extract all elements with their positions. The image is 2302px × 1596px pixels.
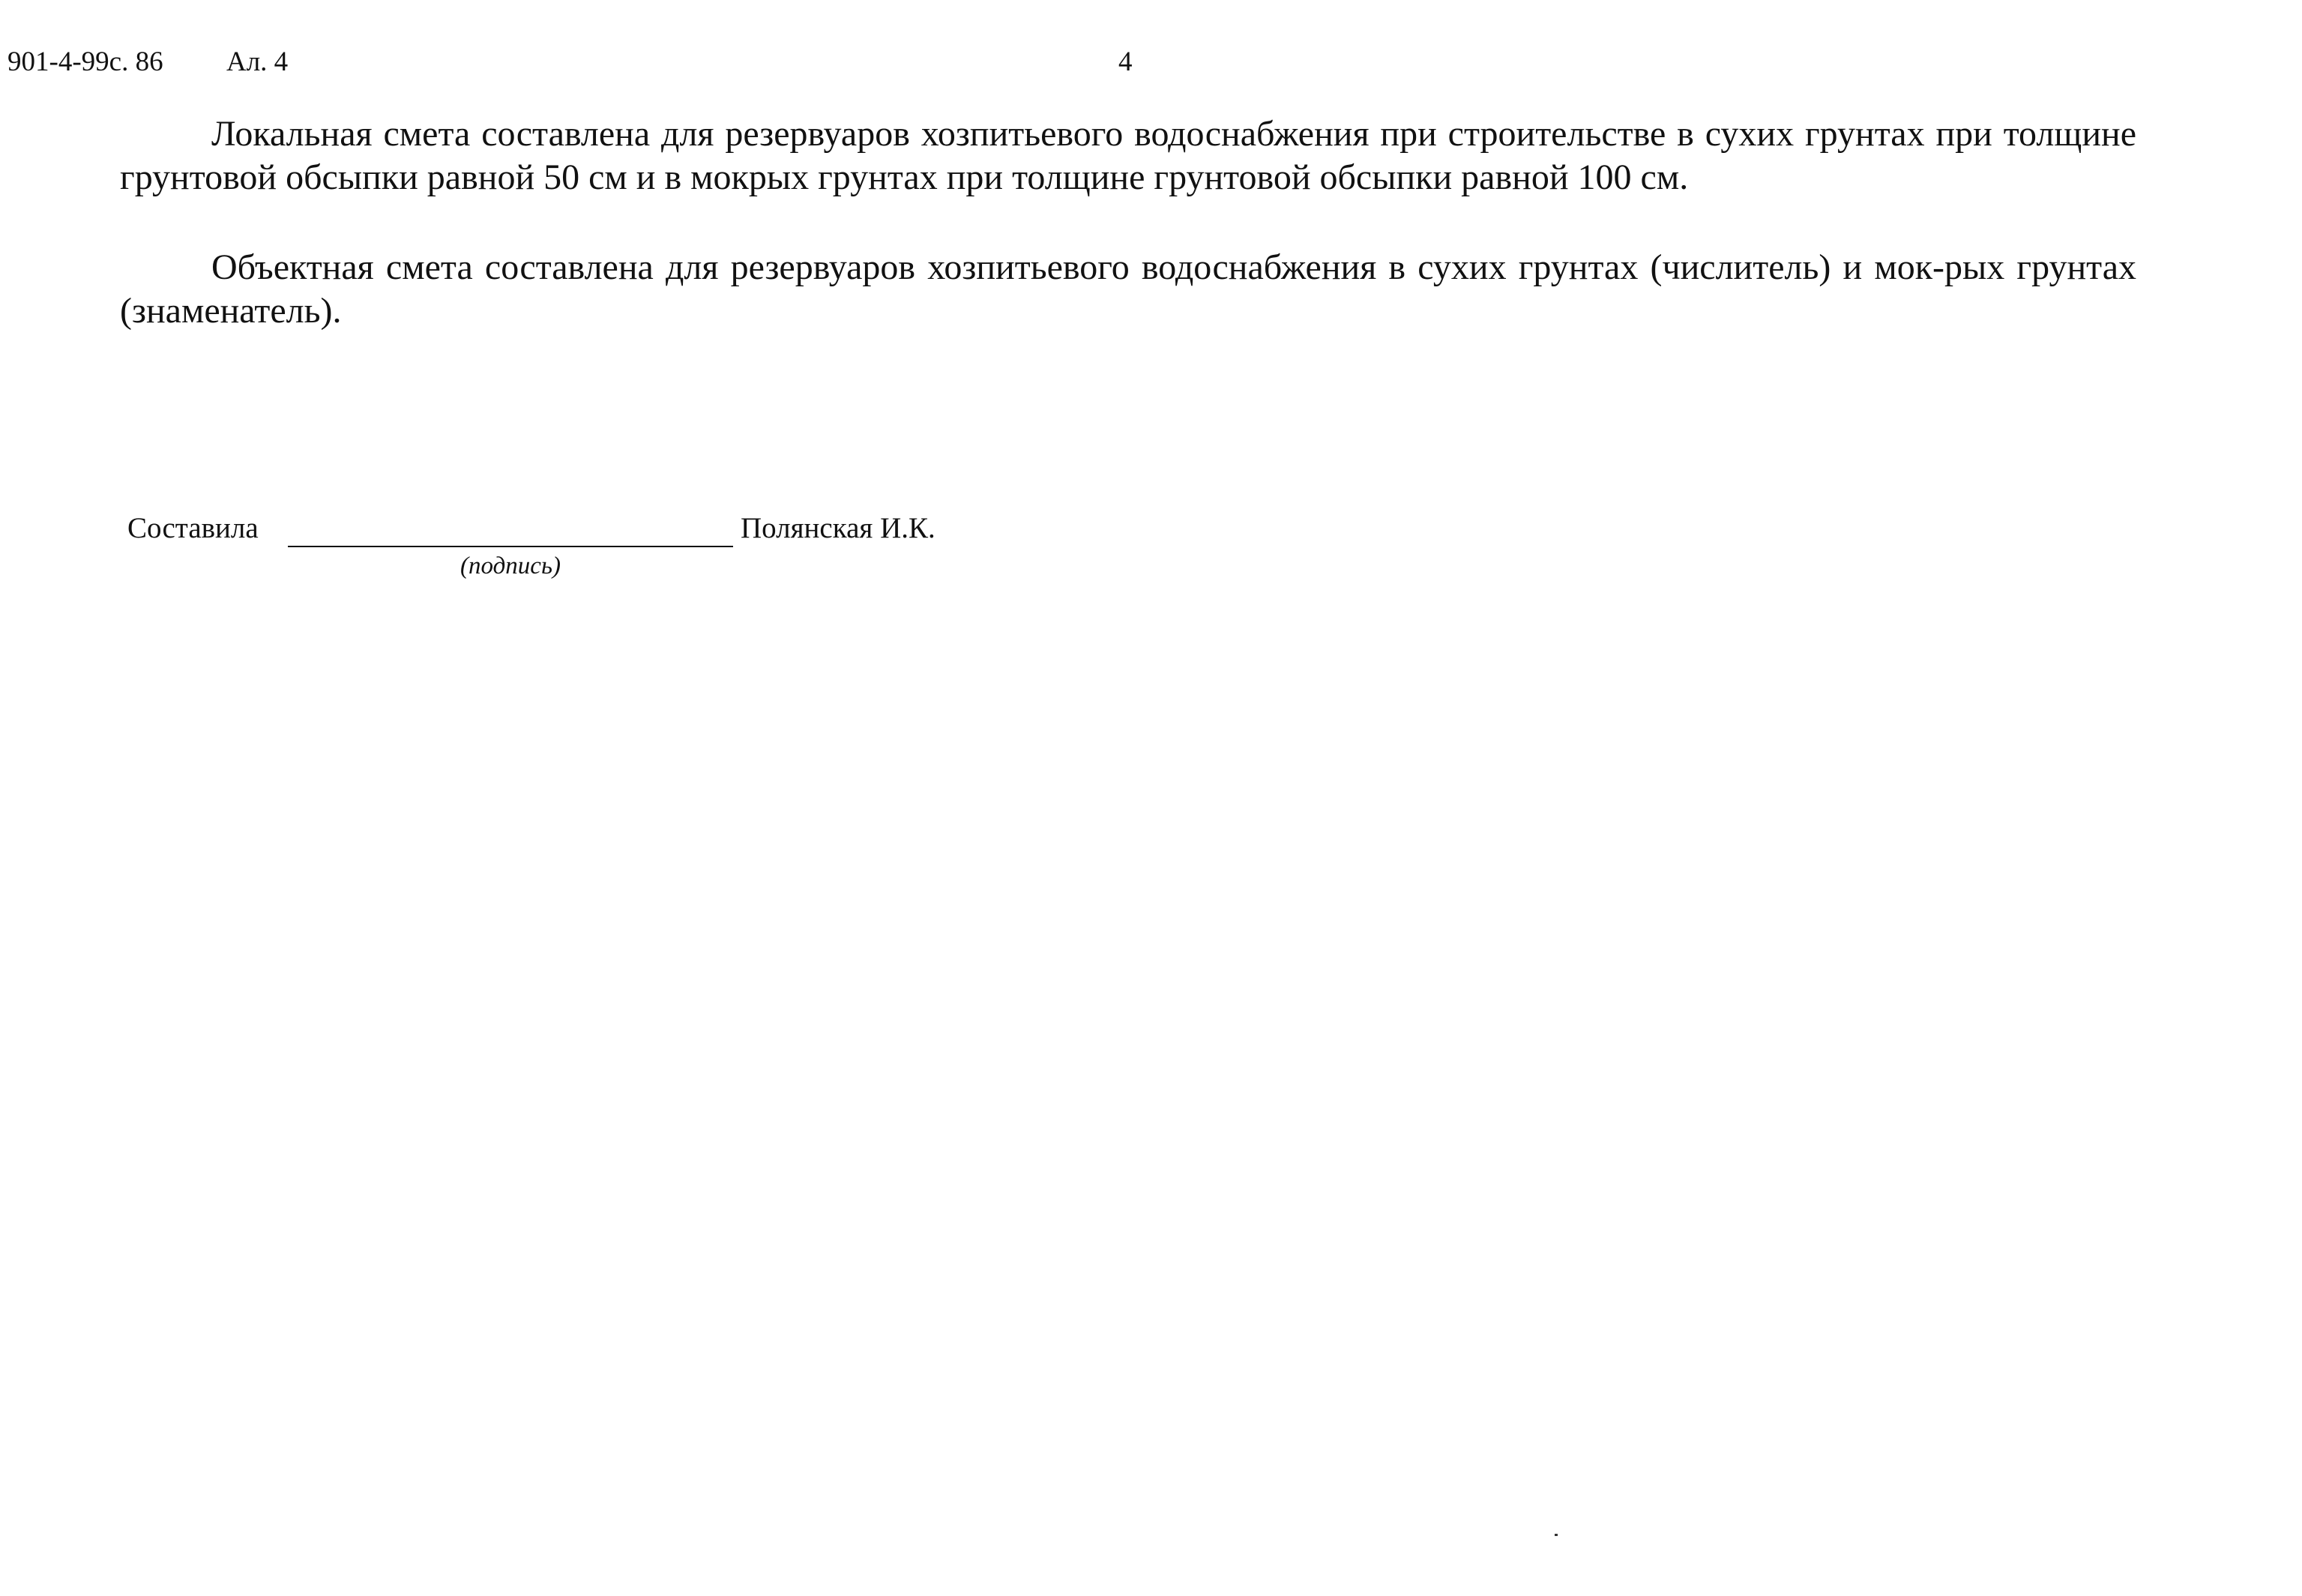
paragraph-local-estimate: Локальная смета составлена для резервуаров хозпитьевого водоснабжения при строительстве в сухих грунтах при толщине грунтовой обсыпки равной 50 см и в мокрых грунтах при толщине грунтовой обсыпки равной 100 см. bbox=[120, 114, 2136, 197]
signature-label: Составила bbox=[127, 512, 259, 544]
sheet-designation: Ал. 4 bbox=[226, 46, 289, 77]
paragraph-object-estimate: Объектная смета составлена для резервуаров хозпитьевого водоснабжения в сухих грунтах (числитель) и мок-рых грунтах (знаменатель). bbox=[120, 247, 2136, 331]
signer-name: Полянская И.К. bbox=[741, 512, 935, 544]
scan-speck bbox=[1555, 1534, 1558, 1536]
document-code: 901-4-99с. 86 bbox=[7, 46, 163, 77]
signature-line bbox=[288, 546, 733, 547]
page-number: 4 bbox=[1118, 46, 1133, 77]
signature-caption: (подпись) bbox=[460, 552, 561, 579]
